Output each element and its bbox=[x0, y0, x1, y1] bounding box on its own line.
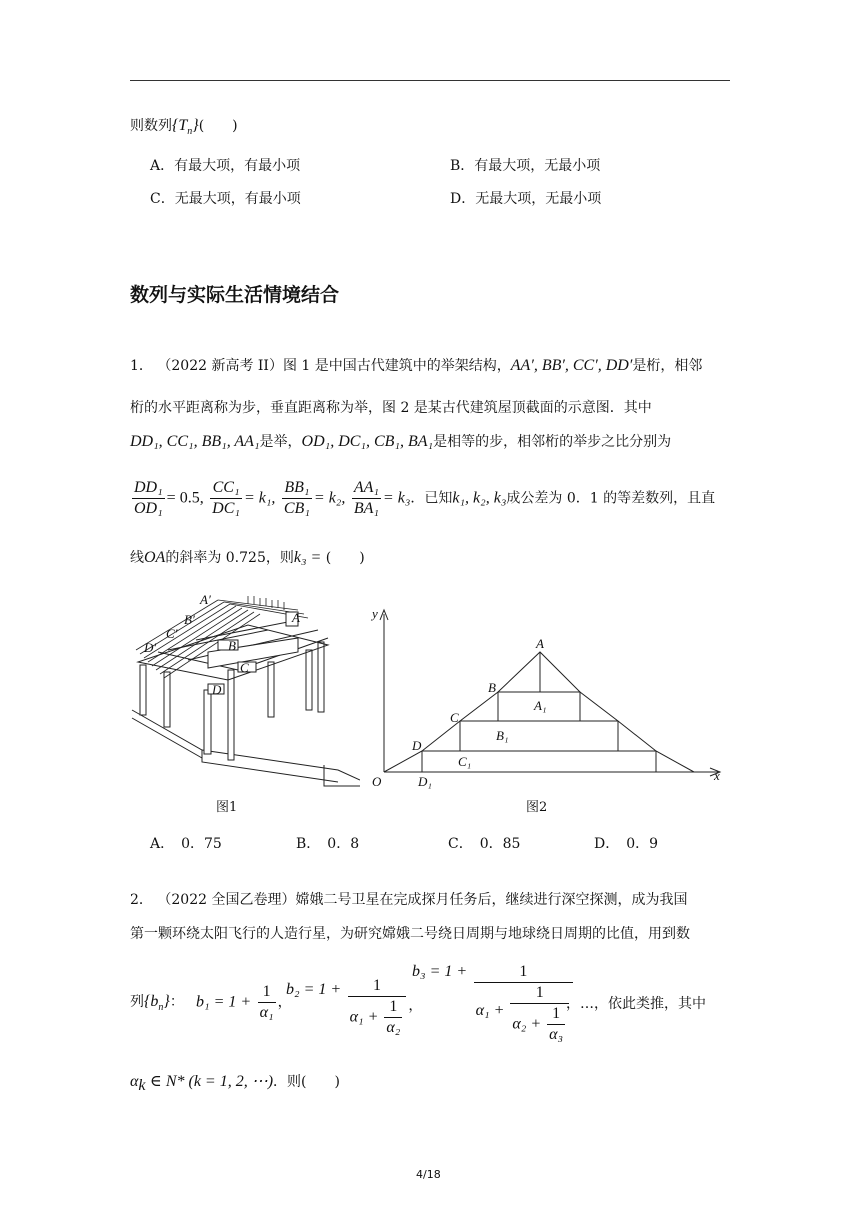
q2-b2-den-a1: α₁ + bbox=[349, 1008, 379, 1026]
fig1-column bbox=[164, 672, 170, 727]
figure1-caption: 图1 bbox=[216, 800, 238, 815]
q1-frac2-val: = k₁, bbox=[243, 489, 276, 507]
fig2-label-c1: C₁ bbox=[458, 754, 472, 769]
fig1-label-d: D bbox=[212, 682, 222, 697]
figure1-roof-frame bbox=[128, 590, 360, 790]
page-number: 4/18 bbox=[416, 1168, 441, 1181]
q1-frac1-val: = 0.5, bbox=[166, 489, 204, 507]
q2-b3-mid-num: 1 bbox=[510, 983, 569, 1004]
q2-seq-prefix: 列 bbox=[130, 994, 144, 1010]
q1-frac3-num: BB₁ bbox=[282, 478, 312, 499]
q2-b2-num: 1 bbox=[348, 976, 407, 997]
q2-b2-den bbox=[348, 997, 407, 1038]
q1-option-a[interactable]: A． 0．75 bbox=[150, 836, 222, 852]
q2-cond-tail: ．则( ) bbox=[273, 1074, 340, 1090]
q2-b3-inner-frac bbox=[547, 1004, 565, 1045]
header-rule bbox=[130, 80, 730, 81]
prev-seq-close: } bbox=[192, 117, 199, 134]
q1-line5-paren: ( ) bbox=[325, 550, 365, 566]
prev-option-d[interactable]: D．无最大项，无最小项 bbox=[450, 191, 602, 207]
q1-frac3-den: CB₁ bbox=[283, 500, 310, 517]
q2-b3-inner-den: α₃ bbox=[549, 1026, 564, 1043]
q2-b1-num: 1 bbox=[258, 982, 276, 1003]
q2-b3-den-a1: α₁ + bbox=[475, 1002, 505, 1019]
q1-option-d[interactable]: D． 0．9 bbox=[594, 836, 659, 852]
q1-frac2-den: DC₁ bbox=[212, 500, 240, 517]
q2-colon: ： bbox=[169, 994, 184, 1010]
q1-line5-text2: 的斜率为 0.725，则 bbox=[165, 550, 294, 566]
prev-option-a[interactable]: A．有最大项，有最小项 bbox=[150, 158, 301, 174]
fig1-column bbox=[204, 690, 211, 754]
prev-seq-sub: n bbox=[187, 126, 193, 138]
q2-b2-lhs: b₂ = 1 + bbox=[286, 981, 342, 998]
fig1-label-a: A bbox=[292, 610, 300, 625]
q2-b3-lhs: b₃ = 1 + bbox=[412, 963, 468, 980]
q1-line1-math: AA′, BB′, CC′, DD′ bbox=[510, 357, 633, 374]
q2-seq-math: {b bbox=[144, 993, 159, 1010]
q1-frac3-val: = k₂, bbox=[313, 489, 346, 507]
fig1-column bbox=[140, 665, 146, 715]
fig1-label-c-prime: C′ bbox=[166, 626, 178, 641]
q2-cond-alpha: α bbox=[130, 1073, 139, 1090]
q2-condition bbox=[130, 1072, 340, 1096]
prev-seq-math: {T bbox=[172, 117, 188, 134]
q1-frac2 bbox=[210, 478, 242, 519]
q1-frac3 bbox=[282, 478, 312, 519]
q1-line3-math2: OD₁, DC₁, CB₁, BA₁ bbox=[301, 433, 434, 450]
q2-b3-mid-frac bbox=[510, 983, 569, 1045]
fig2-label-y: y bbox=[372, 606, 378, 621]
q2-cond-sub: k bbox=[138, 1076, 146, 1094]
q1-line5 bbox=[130, 548, 365, 568]
q2-b3-mid-a2: α₂ + bbox=[512, 1015, 542, 1033]
q1-line4-text1: ．已知 bbox=[410, 490, 453, 507]
fig1-label-b: B bbox=[228, 638, 236, 653]
q2-line2: 第一颗环绕太阳飞行的人造行星，为研究嫦娥二号绕日周期与地球绕日周期的比值，用到数 bbox=[130, 926, 690, 942]
q2-seq-close: } bbox=[163, 993, 170, 1010]
fig1-column bbox=[318, 642, 324, 712]
fig1-column bbox=[228, 670, 234, 760]
q2-b1-comma: ， bbox=[277, 994, 292, 1011]
fig2-label-o: O bbox=[372, 774, 382, 789]
q1-line4-text2: 成公差为 0．1 的等差数列，且直 bbox=[506, 490, 716, 507]
q1-frac1-den: OD₁ bbox=[134, 500, 163, 517]
fig1-column bbox=[306, 650, 312, 710]
q1-line3-text2: 是相等的步，相邻桁的举步之比分别为 bbox=[433, 434, 672, 450]
q1-line1-text: （2022 新高考 II）图 1 是中国古代建筑中的举架结构， bbox=[157, 358, 511, 374]
q1-line3-text1: 是举， bbox=[259, 434, 302, 450]
fig2-label-x: x bbox=[714, 768, 720, 783]
figure2-caption: 图2 bbox=[526, 800, 548, 815]
q2-b3-mid-den bbox=[510, 1004, 569, 1045]
q2-b2-comma: ， bbox=[408, 998, 423, 1014]
q2-b2-expr bbox=[286, 976, 422, 1038]
fig2-step-c bbox=[460, 721, 618, 751]
q1-frac1-num: DD₁ bbox=[132, 478, 165, 499]
fig2-label-b1: B₁ bbox=[496, 728, 509, 743]
q2-etc: ，…，依此类推，其中 bbox=[566, 996, 706, 1012]
q1-number: 1． bbox=[130, 358, 153, 374]
q1-frac1 bbox=[132, 478, 165, 519]
q2-line1 bbox=[130, 890, 687, 910]
q1-frac4-num: AA₁ bbox=[352, 478, 381, 499]
q1-frac4-val: = k₃ bbox=[382, 489, 411, 507]
fig2-label-d: D bbox=[412, 738, 422, 753]
fig1-label-a-prime: A′ bbox=[200, 592, 211, 607]
q2-cond-rest: ∈ N* (k = 1, 2, ⋯) bbox=[149, 1073, 274, 1090]
q1-line1-tail: 是桁，相邻 bbox=[632, 358, 703, 374]
q1-line2: 桁的水平距离称为步，垂直距离称为举，图 2 是某古代建筑屋顶截面的示意图．其中 bbox=[130, 400, 652, 416]
q2-b2-frac bbox=[348, 976, 407, 1038]
fig2-label-b: B bbox=[488, 680, 496, 695]
q2-b2-inner-frac bbox=[384, 997, 402, 1038]
section-title: 数列与实际生活情境结合 bbox=[130, 284, 340, 306]
prev-option-c[interactable]: C．无最大项，有最小项 bbox=[150, 191, 301, 207]
q2-number: 2． bbox=[130, 892, 153, 908]
fig1-label-b-prime: B′ bbox=[184, 612, 195, 627]
q2-b3-inner-num: 1 bbox=[547, 1004, 565, 1025]
fig1-column bbox=[268, 662, 274, 717]
q1-line1 bbox=[130, 356, 702, 376]
q1-line5-math2: k₃ = bbox=[293, 549, 322, 566]
q1-line5-math1: OA bbox=[144, 549, 166, 566]
q2-seq-sub: n bbox=[158, 1002, 164, 1014]
fig2-label-a1: A₁ bbox=[534, 698, 547, 713]
q1-line4-math: k₁, k₂, k₃ bbox=[452, 489, 507, 507]
q2-b3-den bbox=[474, 983, 574, 1045]
fig2-label-c: C bbox=[450, 710, 459, 725]
q1-line3-math1: DD₁, CC₁, BB₁, AA₁ bbox=[130, 433, 260, 450]
q2-b1-lhs: b₁ = 1 + bbox=[196, 993, 252, 1011]
q1-option-b[interactable]: B． 0．8 bbox=[296, 836, 360, 852]
q1-line5-text1: 线 bbox=[130, 550, 144, 566]
q2-b1-expr bbox=[196, 982, 292, 1023]
q2-b1-frac bbox=[258, 982, 276, 1023]
prev-paren: ( ) bbox=[198, 118, 238, 134]
q2-seq-label bbox=[130, 992, 184, 1018]
prev-option-b[interactable]: B．有最大项，无最小项 bbox=[450, 158, 601, 174]
q1-ratio-line bbox=[130, 478, 715, 519]
prev-stem-text: 则数列 bbox=[130, 118, 172, 134]
q1-option-c[interactable]: C． 0．85 bbox=[448, 836, 521, 852]
q1-frac2-num: CC₁ bbox=[210, 478, 242, 499]
prev-question-stem bbox=[130, 116, 238, 142]
q1-line3 bbox=[130, 432, 671, 452]
fig1-label-d-prime: D′ bbox=[144, 640, 157, 655]
q2-b2-inner-den: α₂ bbox=[386, 1019, 401, 1036]
fig2-label-a: A bbox=[536, 636, 544, 651]
q2-b2-inner-num: 1 bbox=[384, 997, 402, 1018]
q2-b3-expr bbox=[412, 962, 575, 1045]
q2-line1-text: （2022 全国乙卷理）嫦娥二号卫星在完成探月任务后，继续进行深空探测，成为我国 bbox=[157, 892, 688, 908]
q2-b3-frac bbox=[474, 962, 574, 1045]
q2-b1-den: α₁ bbox=[259, 1004, 274, 1021]
fig2-label-d1: D₁ bbox=[418, 774, 432, 789]
q1-frac4-den: BA₁ bbox=[353, 500, 379, 517]
figure2-cross-section bbox=[368, 600, 730, 800]
q2-b3-num: 1 bbox=[474, 962, 574, 983]
q1-frac4 bbox=[352, 478, 381, 519]
fig1-label-c: C bbox=[240, 660, 249, 675]
